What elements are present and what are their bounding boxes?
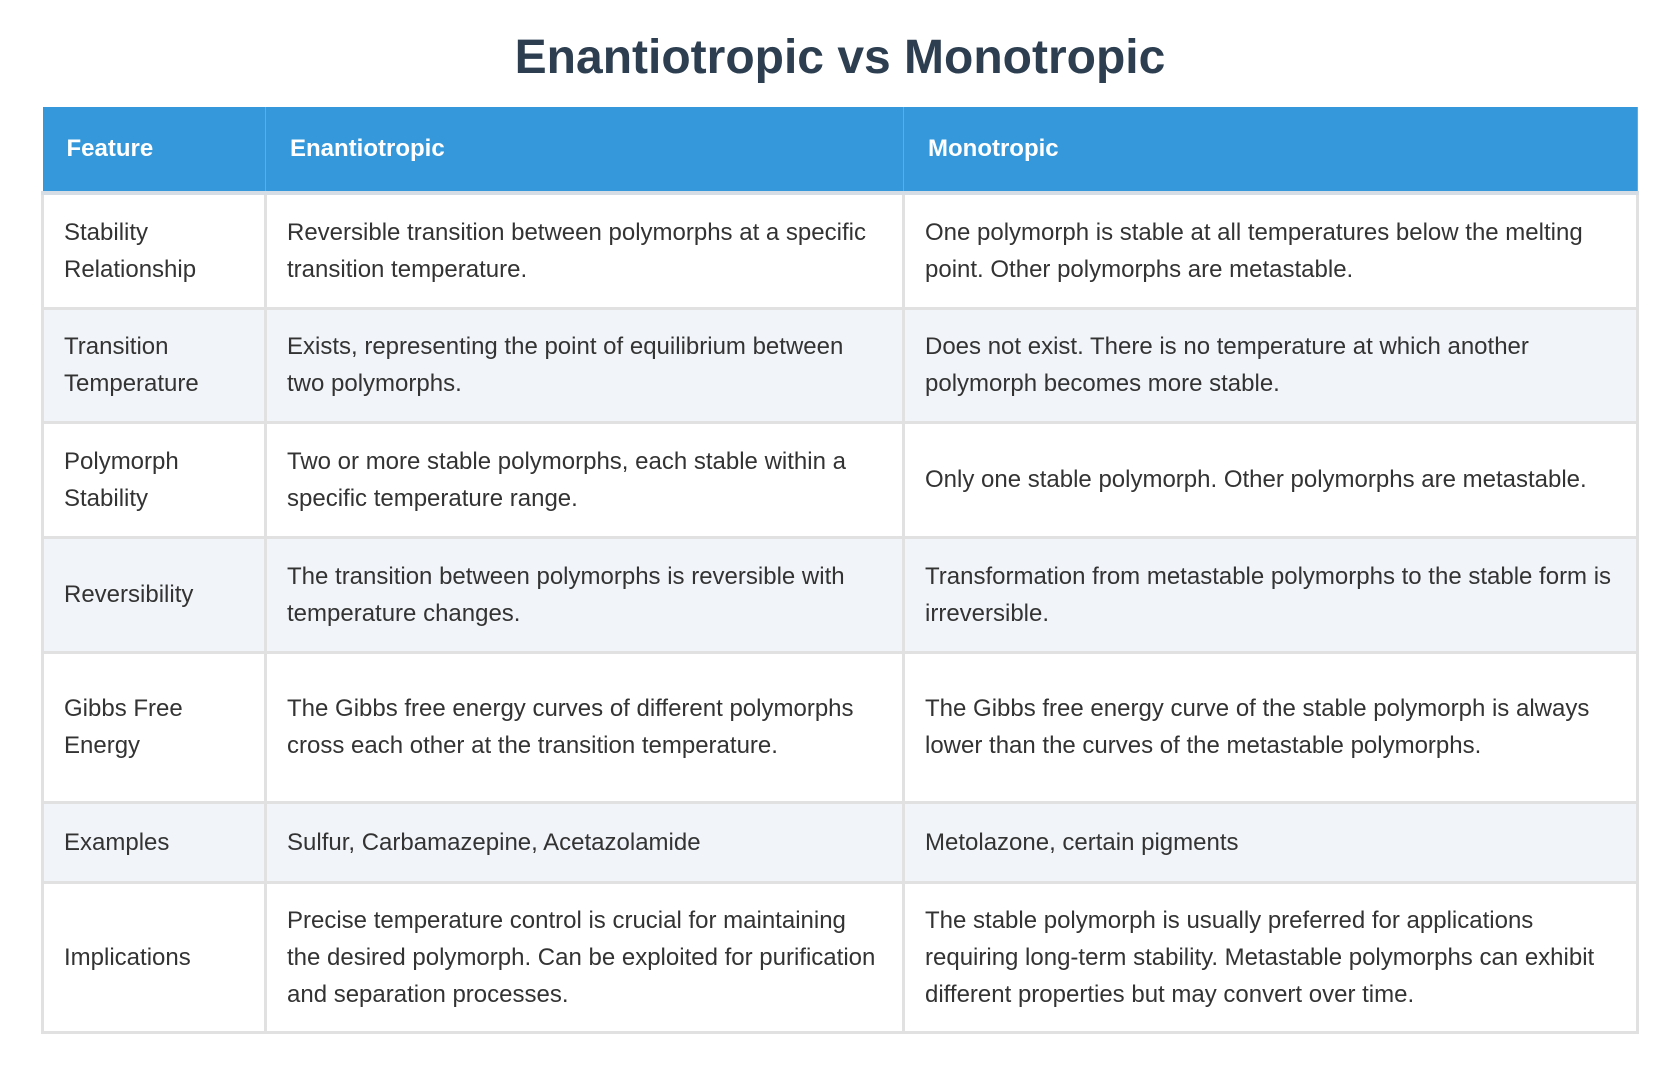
monotropic-cell: Transformation from metastable polymorphs to the stable form is irreversible.	[904, 537, 1638, 652]
table-row	[43, 537, 1638, 652]
enantiotropic-cell: The Gibbs free energy curves of different polymorphs cross each other at the transition temperature.	[266, 652, 904, 802]
enantiotropic-cell: The transition between polymorphs is reversible with temperature changes.	[266, 537, 904, 652]
enantiotropic-cell: Sulfur, Carbamazepine, Acetazolamide	[266, 802, 904, 882]
table-row	[43, 308, 1638, 422]
monotropic-cell: The stable polymorph is usually preferred for applications requiring long-term stability. Metastable polymorphs can exhibit different properties but may convert over time.	[904, 882, 1638, 1032]
table-row	[43, 422, 1638, 537]
table-row	[43, 193, 1638, 308]
feature-cell: Gibbs Free Energy	[43, 652, 266, 802]
enantiotropic-cell: Reversible transition between polymorphs at a specific transition temperature.	[266, 193, 904, 308]
table-row	[43, 882, 1638, 1032]
header-monotropic: Monotropic	[904, 107, 1638, 193]
table-header-row	[43, 107, 1638, 193]
enantiotropic-cell: Precise temperature control is crucial for maintaining the desired polymorph. Can be exploited for purification and separation processes.	[266, 882, 904, 1032]
monotropic-cell: One polymorph is stable at all temperatures below the melting point. Other polymorphs are metastable.	[904, 193, 1638, 308]
feature-cell: Reversibility	[43, 537, 266, 652]
feature-cell: Examples	[43, 802, 266, 882]
header-feature: Feature	[43, 107, 266, 193]
enantiotropic-cell: Exists, representing the point of equilibrium between two polymorphs.	[266, 308, 904, 422]
feature-cell: Transition Temperature	[43, 308, 266, 422]
monotropic-cell: Only one stable polymorph. Other polymorphs are metastable.	[904, 422, 1638, 537]
feature-cell: Stability Relationship	[43, 193, 266, 308]
monotropic-cell: Does not exist. There is no temperature at which another polymorph becomes more stable.	[904, 308, 1638, 422]
comparison-table	[41, 107, 1639, 1034]
table-row	[43, 652, 1638, 802]
enantiotropic-cell: Two or more stable polymorphs, each stable within a specific temperature range.	[266, 422, 904, 537]
monotropic-cell: Metolazone, certain pigments	[904, 802, 1638, 882]
header-enantiotropic: Enantiotropic	[266, 107, 904, 193]
page-title: Enantiotropic vs Monotropic	[514, 31, 1166, 84]
feature-cell: Implications	[43, 882, 266, 1032]
feature-cell: Polymorph Stability	[43, 422, 266, 537]
table-row	[43, 802, 1638, 882]
monotropic-cell: The Gibbs free energy curve of the stable polymorph is always lower than the curves of the metastable polymorphs.	[904, 652, 1638, 802]
